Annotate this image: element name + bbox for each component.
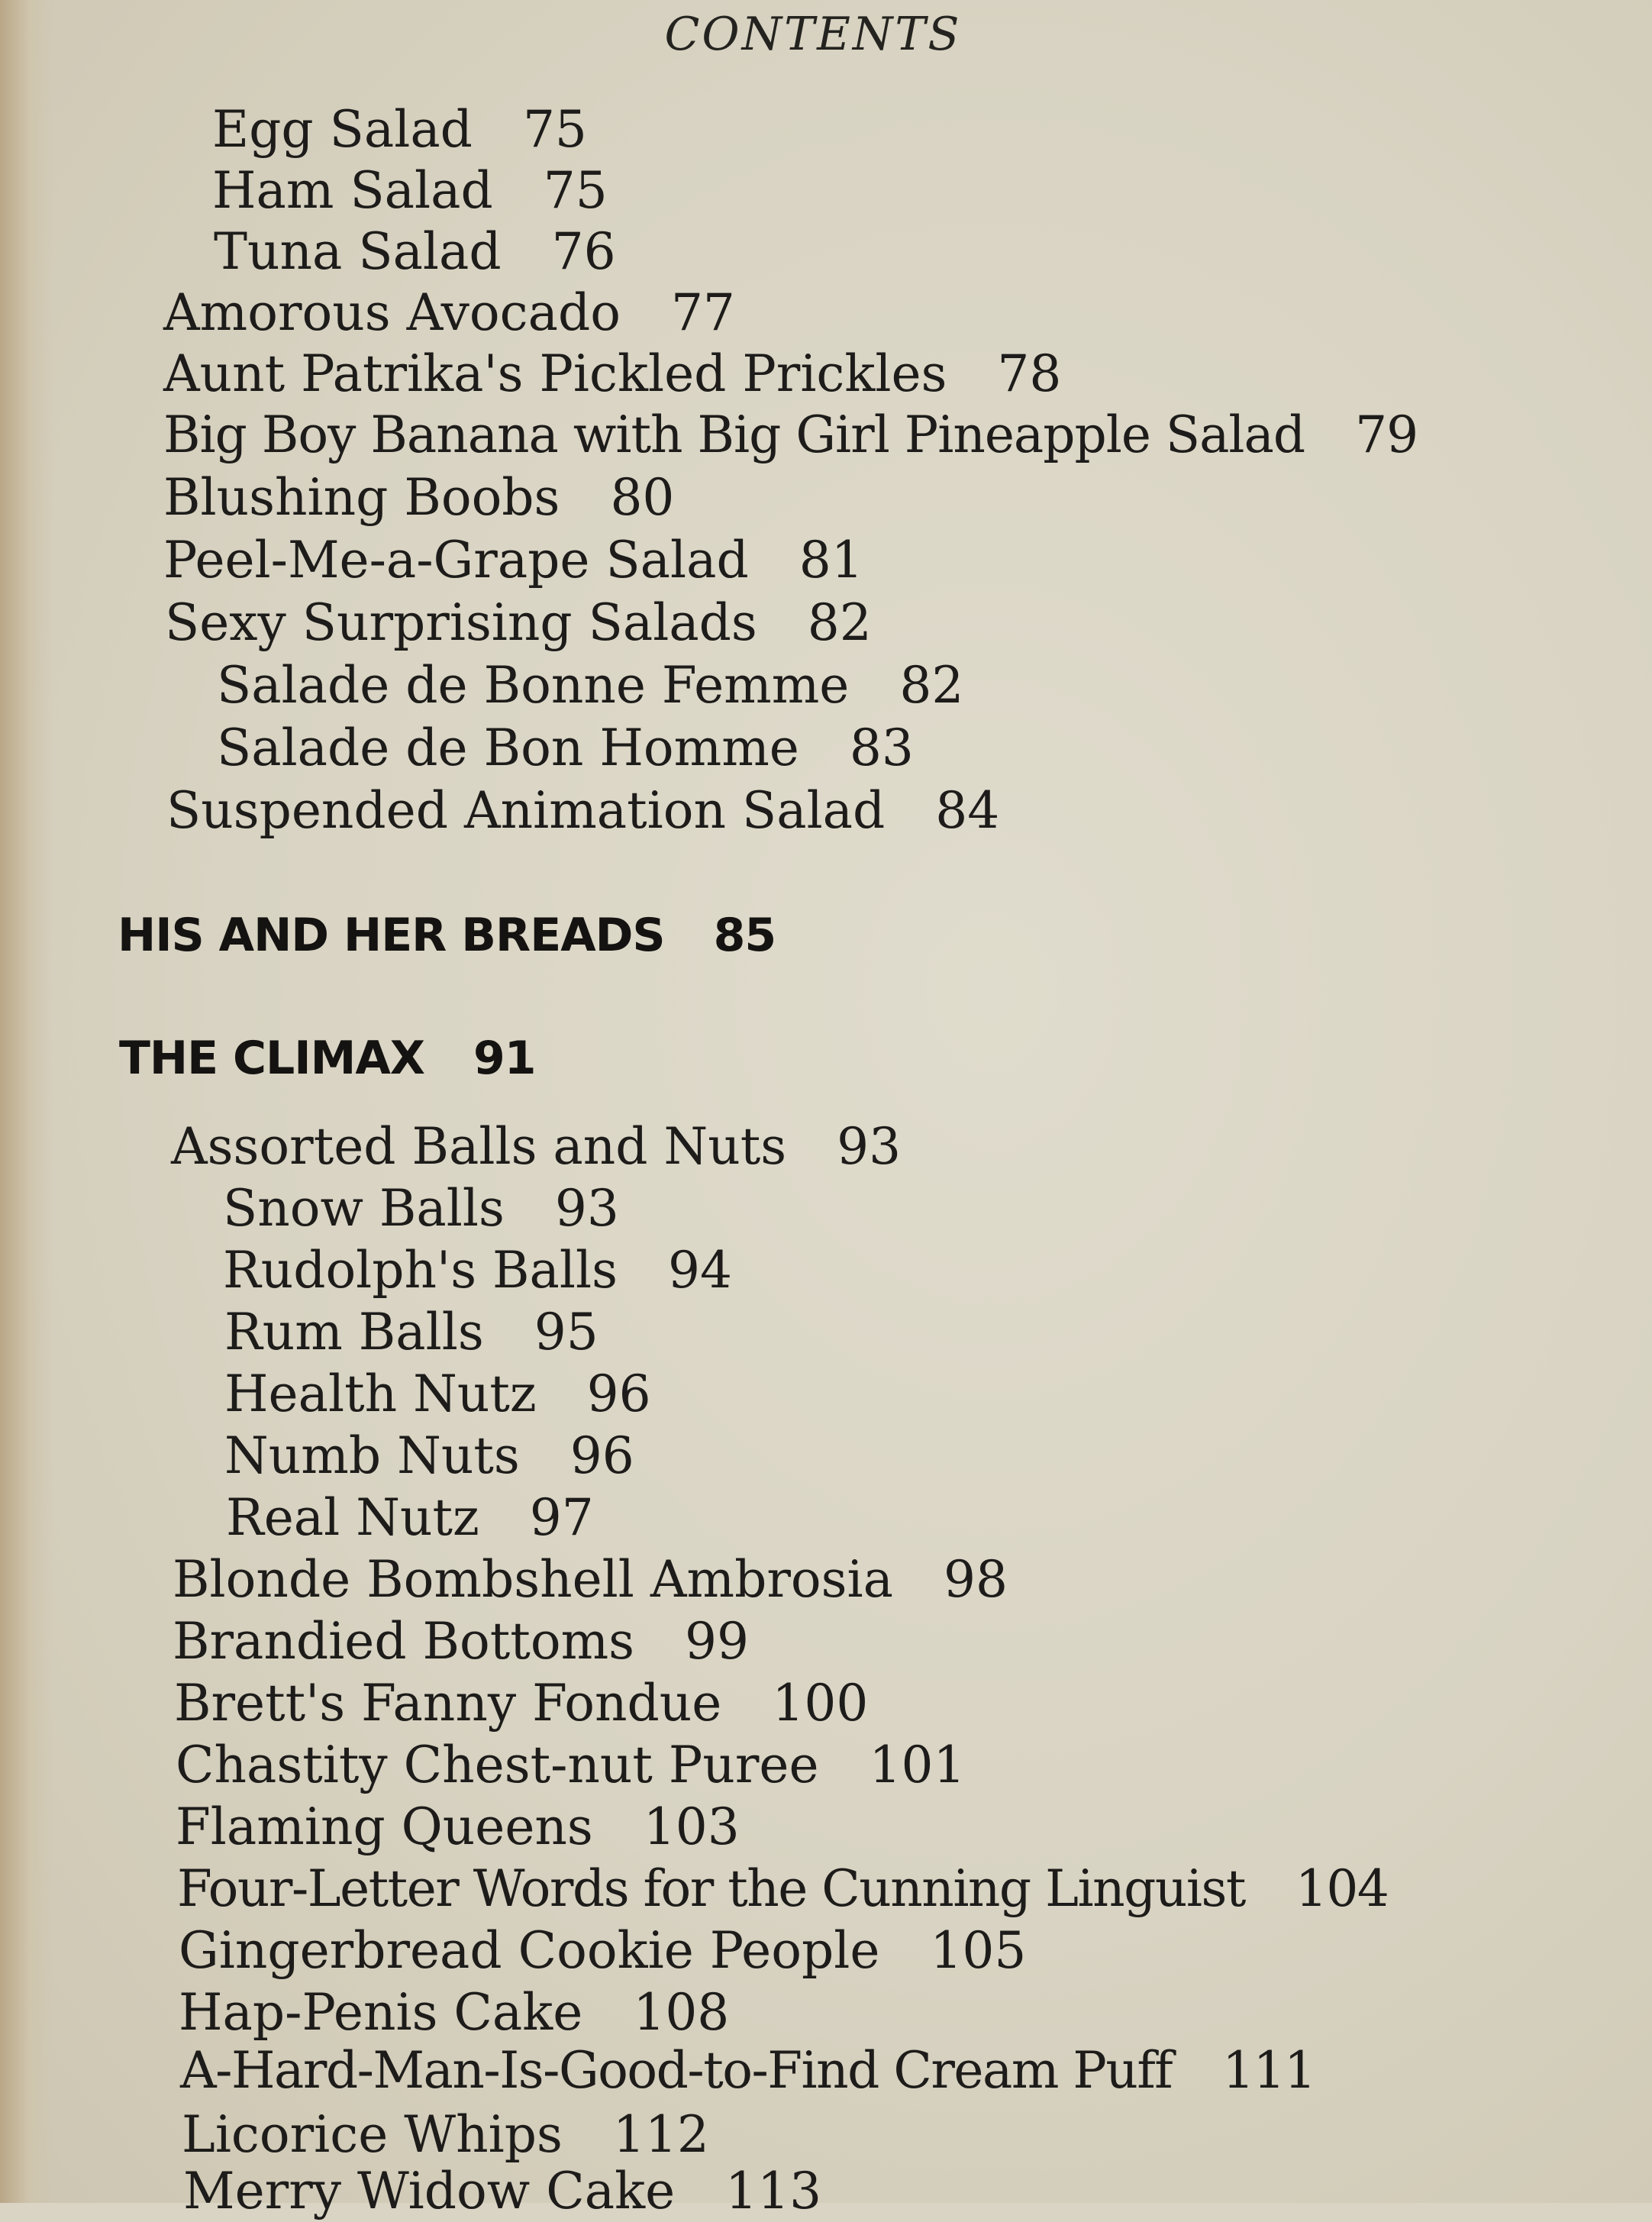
toc-entry-page: 101 — [869, 1736, 966, 1794]
toc-entry-page: 97 — [529, 1488, 594, 1547]
toc-entry-page: 83 — [849, 719, 914, 777]
toc-entry-title: Salade de Bon Homme — [217, 719, 799, 777]
toc-entry — [224, 1364, 651, 1425]
toc-entry-title: Tuna Salad — [214, 222, 502, 281]
toc-entry — [212, 99, 587, 160]
toc-entry-title: Aunt Patrika's Pickled Prickles — [163, 344, 947, 403]
toc-entry — [224, 1302, 599, 1363]
toc-entry — [163, 405, 1418, 466]
toc-entry — [163, 467, 674, 528]
toc-entry-page: 76 — [551, 222, 616, 281]
section-page: 91 — [473, 1032, 536, 1085]
toc-entry-page: 104 — [1295, 1859, 1389, 1918]
toc-entry — [226, 1487, 594, 1549]
toc-entry-title: Blushing Boobs — [163, 468, 560, 527]
toc-entry-page: 78 — [997, 344, 1062, 403]
toc-entry — [163, 530, 863, 591]
toc-entry — [223, 1178, 619, 1239]
toc-entry-page: 99 — [685, 1612, 750, 1671]
toc-entry-page: 93 — [837, 1117, 902, 1176]
toc-entry-page: 113 — [725, 2162, 822, 2220]
toc-entry — [214, 221, 616, 283]
section-title: HIS AND HER BREADS — [118, 909, 665, 962]
toc-entry-title: A-Hard-Man-Is-Good-to-Find Cream Puff — [180, 2041, 1173, 2100]
toc-entry-title: Rum Balls — [224, 1303, 484, 1361]
toc-entry-title: Sexy Surprising Salads — [165, 593, 757, 652]
toc-entry — [217, 718, 914, 779]
toc-entry — [217, 655, 963, 716]
toc-entry-page: 100 — [772, 1674, 869, 1733]
toc-entry — [173, 1549, 1008, 1610]
toc-entry — [177, 1859, 1388, 1920]
toc-entry-page: 84 — [935, 781, 1000, 840]
toc-entry — [212, 160, 608, 221]
toc-entry-title: Numb Nuts — [224, 1426, 520, 1485]
toc-entry — [173, 1611, 749, 1672]
section-page: 85 — [713, 909, 776, 962]
section-title: THE CLIMAX — [119, 1032, 425, 1085]
toc-entry — [182, 2104, 709, 2165]
toc-entry — [224, 1426, 634, 1487]
toc-entry-page: 82 — [807, 593, 872, 652]
toc-entry-page: 82 — [899, 656, 964, 715]
toc-entry — [176, 1735, 965, 1796]
toc-entry — [179, 1982, 729, 2043]
toc-entry-page: 95 — [534, 1303, 599, 1361]
toc-entry-page: 94 — [667, 1241, 732, 1300]
toc-entry-page: 77 — [670, 283, 735, 342]
toc-entry-page: 103 — [643, 1797, 740, 1856]
toc-entry-title: Gingerbread Cookie People — [179, 1921, 880, 1980]
toc-entry-title: Rudolph's Balls — [223, 1241, 618, 1300]
toc-entry-title: Brandied Bottoms — [173, 1612, 635, 1671]
toc-entry-title: Blonde Bombshell Ambrosia — [173, 1550, 893, 1609]
toc-entry — [174, 1673, 868, 1734]
toc-entry-title: Suspended Animation Salad — [166, 781, 886, 840]
toc-entry-title: Brett's Fanny Fondue — [174, 1674, 722, 1733]
toc-entry-title: Amorous Avocado — [163, 283, 621, 342]
page-header: CONTENTS — [664, 8, 962, 61]
toc-entry-title: Snow Balls — [223, 1179, 505, 1238]
toc-entry-page: 75 — [543, 161, 608, 220]
toc-entry-page: 96 — [586, 1365, 651, 1423]
toc-entry-title: Flaming Queens — [176, 1797, 593, 1856]
binding-shadow — [0, 0, 53, 2203]
section-heading — [118, 905, 776, 966]
toc-entry — [176, 1797, 740, 1858]
toc-entry-page: 96 — [569, 1426, 634, 1485]
toc-entry — [163, 344, 1061, 405]
toc-entry-title: Assorted Balls and Nuts — [171, 1117, 787, 1176]
toc-entry-title: Egg Salad — [212, 100, 473, 159]
toc-entry — [163, 283, 735, 344]
toc-entry-title: Health Nutz — [224, 1365, 537, 1423]
toc-entry-title: Chastity Chest-nut Puree — [176, 1736, 819, 1794]
toc-entry — [166, 780, 999, 841]
toc-entry-page: 75 — [522, 100, 587, 159]
toc-entry — [180, 2040, 1315, 2101]
toc-entry — [183, 2161, 821, 2222]
toc-entry-title: Salade de Bonne Femme — [217, 656, 850, 715]
toc-entry-title: Merry Widow Cake — [183, 2162, 676, 2220]
toc-entry-title: Licorice Whips — [182, 2105, 563, 2164]
toc-entry — [165, 593, 872, 654]
toc-entry-title: Big Boy Banana with Big Girl Pineapple Salad — [163, 405, 1305, 464]
toc-entry — [171, 1116, 901, 1177]
toc-entry-page: 112 — [612, 2105, 709, 2164]
toc-entry — [223, 1240, 732, 1301]
toc-entry-page: 98 — [943, 1550, 1008, 1609]
toc-entry-page: 108 — [633, 1983, 730, 2042]
toc-entry-page: 79 — [1355, 405, 1418, 464]
toc-entry-page: 93 — [554, 1179, 619, 1238]
toc-entry-page: 105 — [930, 1921, 1027, 1980]
toc-entry-title: Hap-Penis Cake — [179, 1983, 583, 2042]
section-heading — [119, 1028, 536, 1089]
toc-entry-page: 111 — [1222, 2041, 1315, 2100]
toc-entry-title: Real Nutz — [226, 1488, 479, 1547]
toc-entry-title: Ham Salad — [212, 161, 493, 220]
toc-entry-title: Peel-Me-a-Grape Salad — [163, 531, 749, 589]
toc-entry — [179, 1920, 1026, 1981]
toc-entry-page: 80 — [610, 468, 675, 527]
toc-entry-title: Four-Letter Words for the Cunning Linguist — [177, 1859, 1245, 1918]
toc-entry-page: 81 — [799, 531, 863, 589]
